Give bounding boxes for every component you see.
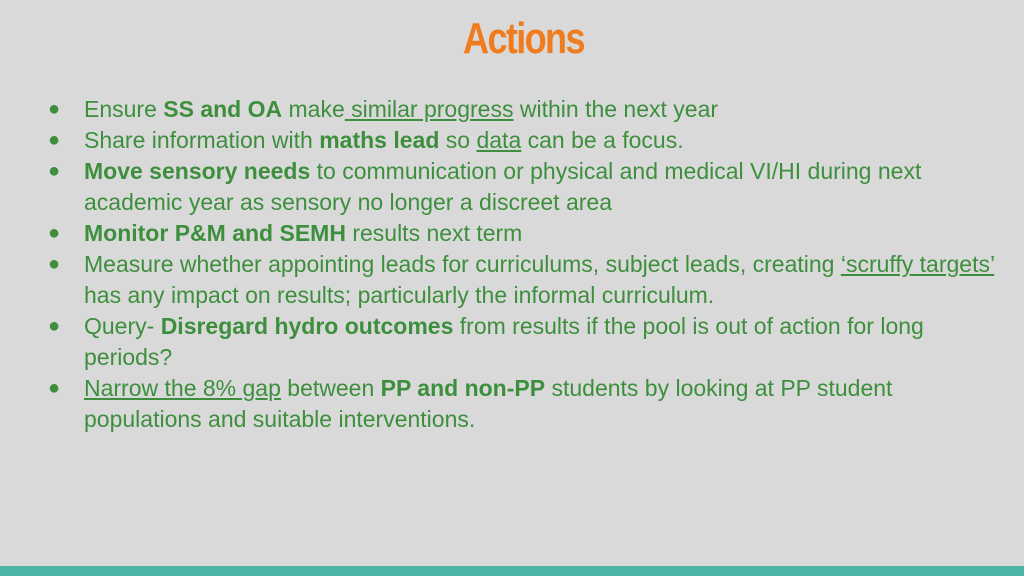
bullet-text-bold: Move sensory needs [84,158,311,184]
bullet-dot: ● [48,377,61,399]
bullet-dot: ● [48,222,61,244]
bullet-item [42,218,1002,249]
bullet-text: students by looking at PP student populations and suitable interventions. [84,375,893,432]
bullet-text-underlined: similar progress [344,96,514,122]
bullet-item [42,249,1002,311]
bullet-text: within the next year [513,96,719,122]
bullet-text: from results if the pool is out of action for long periods? [84,313,924,370]
bullet-text: to communication or physical and medical VI/HI during next academic year as sensory no longer a discreet area [84,158,922,215]
bullet-text-bold: PP and non-PP [380,375,546,401]
bullet-item [42,311,1002,373]
bullet-item [42,156,1002,218]
bullet-dot: ● [48,315,61,337]
bullet-list [42,94,1002,435]
bullet-text-bold: maths lead [319,127,440,153]
bullet-text: so [439,127,477,153]
bullet-dot: ● [48,253,61,275]
footer-bar [0,566,1024,576]
bullet-text: Ensure [84,96,164,122]
bullet-dot: ● [48,98,61,120]
bullet-text: can be a focus. [521,127,684,153]
bullet-text-bold: Disregard hydro outcomes [160,313,454,339]
bullet-dot: ● [48,160,61,182]
slide-title: Actions [463,14,584,63]
bullet-text: Share information with [84,127,320,153]
bullet-item [42,125,1002,156]
bullet-text: make [282,96,345,122]
bullet-text: between [280,375,381,401]
bullet-text-bold: SS and OA [163,96,283,122]
bullet-text: Query- [84,313,161,339]
bullet-item [42,94,1002,125]
bullet-text-bold: Monitor P&M and SEMH [84,220,346,246]
bullet-text: has any impact on results; particularly the informal curriculum. [84,282,715,308]
bullet-text: results next term [345,220,523,246]
bullet-text-underlined: ‘scruffy targets’ [840,251,995,277]
bullet-dot: ● [48,129,61,151]
bullet-text-underlined: Narrow the 8% gap [84,375,281,401]
bullet-text: Measure whether appointing leads for curriculums, subject leads, creating [84,251,841,277]
bullet-text-underlined: data [476,127,522,153]
bullet-item [42,373,1002,435]
